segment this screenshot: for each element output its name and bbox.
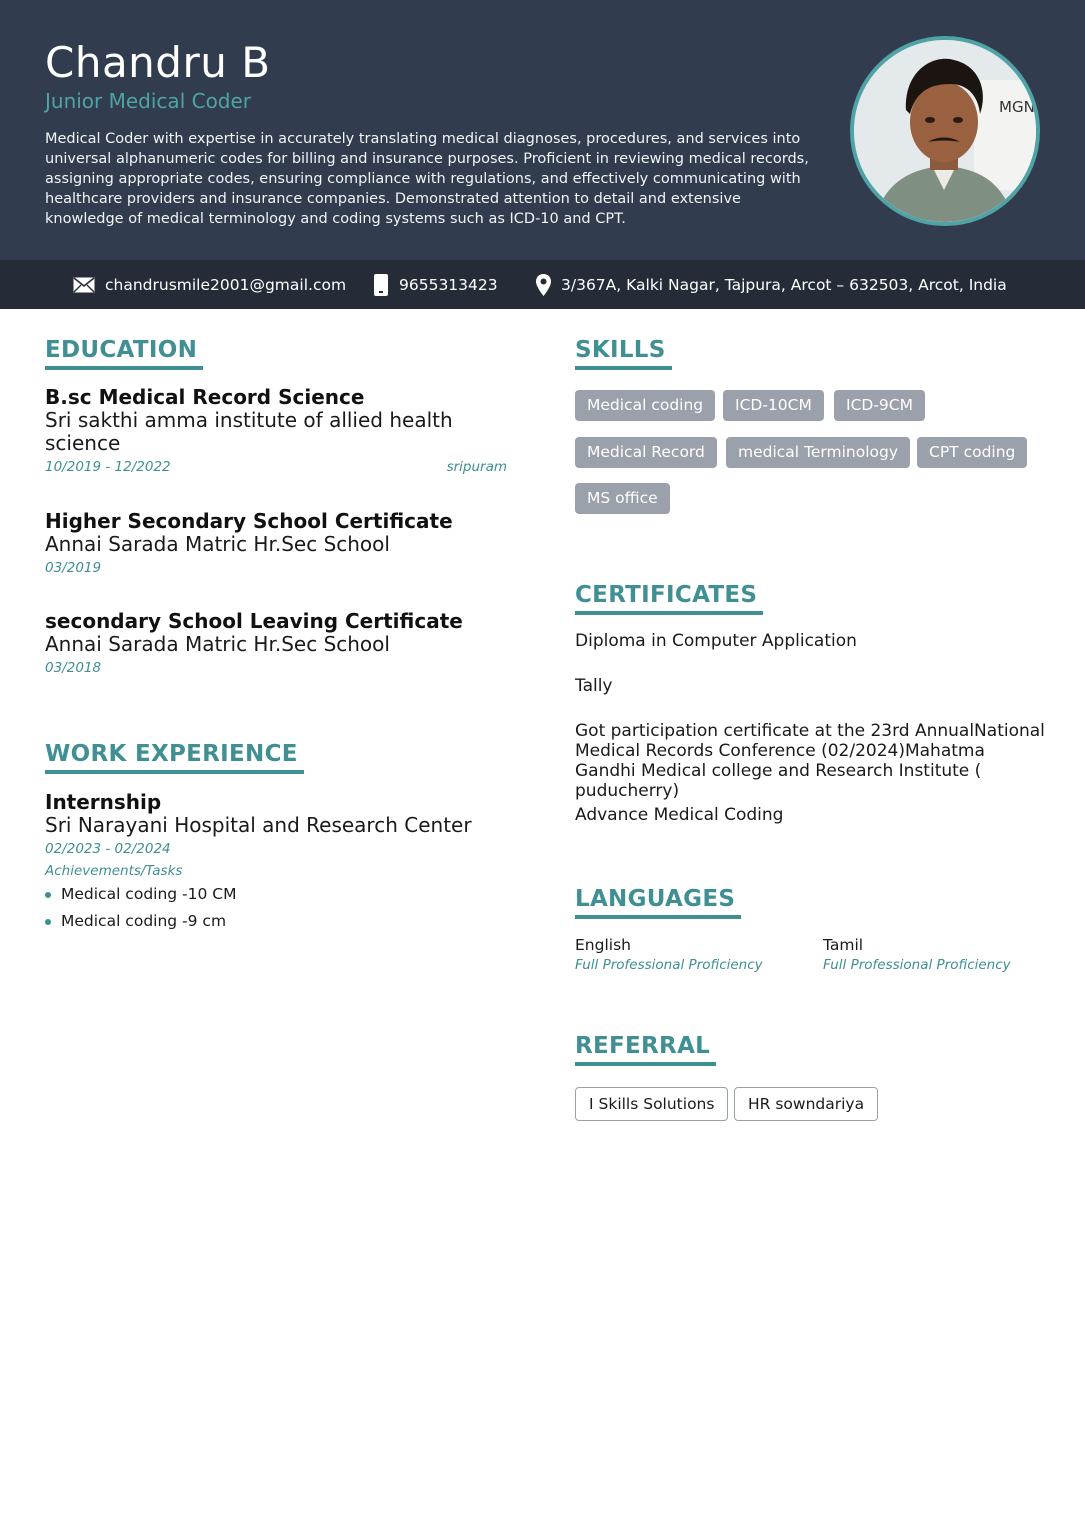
photo-badge-text: MGN [999, 98, 1035, 116]
education-dates: 03/2018 [45, 660, 102, 676]
address-text: 3/367A, Kalki Nagar, Tajpura, Arcot – 632503, Arcot, India [561, 275, 1007, 294]
certificate-item: Got participation certificate at the 23rd AnnualNational Medical Records Conference (02/2024)Mahatma Gandhi Medical college and Research Institute ( puducherry) [575, 721, 1045, 801]
work-meta [45, 841, 507, 861]
contact-email[interactable] [73, 260, 346, 309]
skill-tag: Medical Record [575, 437, 717, 468]
education-entry [45, 609, 507, 680]
avatar [850, 36, 1040, 226]
certificates-title: CERTIFICATES [575, 582, 758, 608]
certificate-item: Advance Medical Coding [575, 805, 784, 825]
work-entry [45, 790, 507, 935]
work-experience-title: WORK EXPERIENCE [45, 741, 298, 767]
education-meta [45, 560, 507, 580]
skill-tag: CPT coding [917, 437, 1027, 468]
phone-text[interactable]: 9655313423 [399, 275, 498, 294]
contact-phone[interactable] [373, 260, 498, 309]
contact-address [536, 260, 1007, 309]
languages-title: LANGUAGES [575, 886, 736, 912]
referral-tag: I Skills Solutions [575, 1087, 728, 1121]
language-level: Full Professional Proficiency [823, 957, 1011, 973]
skill-tag: MS office [575, 483, 670, 514]
work-role: Internship [45, 790, 162, 814]
language-name: Tamil [823, 936, 864, 954]
skill-tag: medical Terminology [726, 437, 910, 468]
education-degree: Higher Secondary School Certificate [45, 509, 453, 533]
language-level: Full Professional Proficiency [575, 957, 763, 973]
education-institution: Sri sakthi amma institute of allied health science [45, 408, 453, 455]
phone-icon [373, 274, 389, 296]
education-institution: Annai Sarada Matric Hr.Sec School [45, 532, 390, 556]
work-tasks-list [45, 881, 507, 935]
certificate-item: Diploma in Computer Application [575, 631, 857, 651]
skill-tag: ICD-10CM [723, 390, 824, 421]
certificate-item: Tally [575, 676, 613, 696]
skill-tag: ICD-9CM [834, 390, 925, 421]
education-institution: Annai Sarada Matric Hr.Sec School [45, 632, 390, 656]
profile-photo [854, 40, 1036, 222]
work-dates: 02/2023 - 02/2024 [45, 841, 171, 857]
list-item: Medical coding -10 CM [45, 881, 507, 908]
mail-icon [73, 277, 95, 293]
referral-title: REFERRAL [575, 1033, 711, 1059]
education-meta [45, 660, 507, 680]
contact-bar [0, 260, 1085, 309]
language-item [823, 936, 1011, 973]
education-entry [45, 509, 507, 580]
education-degree: secondary School Leaving Certificate [45, 609, 463, 633]
language-name: English [575, 936, 631, 954]
education-title: EDUCATION [45, 337, 198, 363]
candidate-name: Chandru B [45, 38, 271, 87]
education-entry [45, 385, 507, 479]
location-pin-icon [536, 274, 551, 296]
candidate-role: Junior Medical Coder [45, 89, 252, 113]
work-company: Sri Narayani Hospital and Research Center [45, 813, 472, 837]
email-text[interactable]: chandrusmile2001@gmail.com [105, 275, 347, 294]
list-item: Medical coding -9 cm [45, 908, 507, 935]
language-item [575, 936, 763, 973]
education-dates: 03/2019 [45, 560, 102, 576]
education-degree: B.sc Medical Record Science [45, 385, 365, 409]
skills-title: SKILLS [575, 337, 666, 363]
resume-header [0, 0, 1085, 260]
profile-summary: Medical Coder with expertise in accurately translating medical diagnoses, procedures, and services into universal alphanumeric codes for billing and insurance purposes. Proficient in reviewing medical records, assigning appropriate codes, ensuring compliance with regulations, and effectively communicating with healthcare providers and insurance companies. Demonstrated attention to detail and extensive knowledge of medical terminology and coding systems such as ICD-10 and CPT. [45, 131, 809, 227]
skill-tag: Medical coding [575, 390, 715, 421]
education-meta [45, 459, 507, 479]
work-tasks-label: Achievements/Tasks [45, 863, 183, 879]
education-location: sripuram [446, 459, 507, 475]
referral-tag: HR sowndariya [734, 1087, 878, 1121]
education-dates: 10/2019 - 12/2022 [45, 459, 171, 475]
